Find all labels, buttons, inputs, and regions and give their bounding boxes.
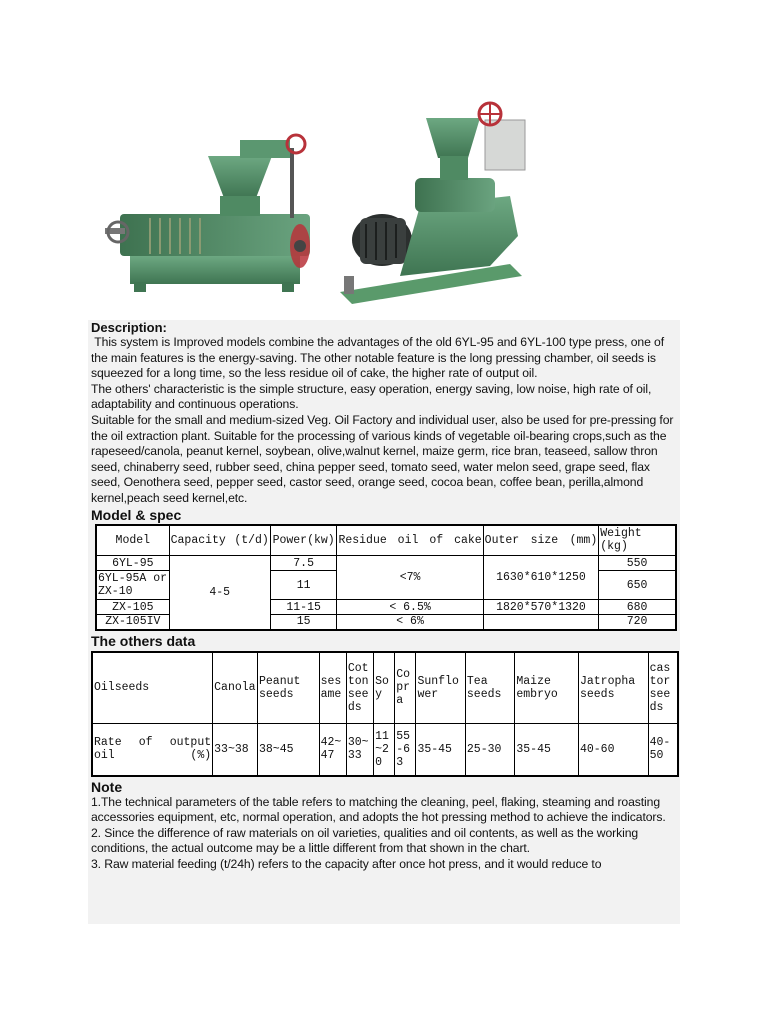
header-cell: Peanut seeds	[257, 652, 319, 724]
header-cell: Residue oil of cake	[337, 525, 483, 556]
description-heading: Description:	[91, 320, 167, 335]
table-cell: 40-60	[578, 724, 648, 776]
header-cell: castor seeds	[648, 652, 678, 724]
table-cell: <7%	[337, 556, 483, 600]
table-cell: 720	[599, 615, 676, 630]
table-cell: < 6%	[337, 615, 483, 630]
header-cell: Model	[96, 525, 169, 556]
others-data-table	[91, 651, 679, 777]
header-cell: Canola	[213, 652, 258, 724]
header-cell: Capacity (t/d)	[169, 525, 270, 556]
table-cell: ZX-105	[96, 600, 169, 615]
header-cell: Weight (kg)	[599, 525, 676, 556]
left-oil-press-machine	[105, 135, 310, 292]
table-cell: 40-50	[648, 724, 678, 776]
table-cell: 11	[270, 571, 337, 600]
header-cell: sesame	[319, 652, 346, 724]
header-cell: Soy	[374, 652, 395, 724]
note-heading: Note	[91, 778, 123, 795]
right-oil-press-machine	[340, 103, 525, 304]
description-paragraph-3: Suitable for the small and medium-sized Veg. Oil Factory and individual user, also be used for pre-pressing for the oil extraction plant. Suitable for the processing of various kinds of vegetable oil-bearing crops,such as the rapeseed/canola, peanut kernel, soybean, olive,walnut kernel, maize germ, rice bran, teaseed, sallow thron seed, chinaberry seed, rubber seed, china pepper seed, tomato seed, water melon seed, grape seed, flax seed, Oenothera seed, pepper seed, castor seed, orange seed, cocoa bean, coffee bean, perilla,almond kernel,peach seed kernel,etc.	[91, 412, 674, 505]
table-cell: 55-63	[395, 724, 416, 776]
table-cell: ZX-105IV	[96, 615, 169, 630]
header-cell: Sunflower	[416, 652, 465, 724]
table-cell: 1820*570*1320	[483, 600, 599, 615]
table-cell: 11-15	[270, 600, 337, 615]
table-cell: 650	[599, 571, 676, 600]
table-row	[92, 724, 678, 776]
note-item-3: 3. Raw material feeding (t/24h) refers to the capacity after once hot press, and it would reduce to	[91, 856, 602, 871]
model-spec-table	[95, 524, 677, 631]
table-cell: < 6.5%	[337, 600, 483, 615]
table-cell	[483, 615, 599, 630]
oil-press-machines-photo	[90, 96, 530, 308]
header-cell: Jatropha seeds	[578, 652, 648, 724]
header-cell: Power(kw)	[270, 525, 337, 556]
table-cell: 6YL-95A or ZX-10	[96, 571, 169, 600]
table-cell: 15	[270, 615, 337, 630]
table-cell: 30~33	[346, 724, 373, 776]
header-cell: Outer size (mm)	[483, 525, 599, 556]
table-cell: 33~38	[213, 724, 258, 776]
table-cell: 11~20	[374, 724, 395, 776]
header-cell: Cotton seeds	[346, 652, 373, 724]
note-item-2: 2. Since the difference of raw materials on oil varieties, qualities and oil contents, as well as the working conditions, the actual outcome may be a little different from that shown in the chart.	[91, 825, 639, 856]
table-cell: 35-45	[515, 724, 579, 776]
table-cell: 1630*610*1250	[483, 556, 599, 600]
description-paragraph-2: The others' characteristic is the simple structure, easy operation, energy saving, low noise, high rate of oil, adaptability and continuous operations.	[91, 381, 652, 412]
others-data-heading: The others data	[91, 632, 196, 649]
table-cell: 7.5	[270, 556, 337, 571]
table-header-row	[92, 652, 678, 724]
table-cell: 42~47	[319, 724, 346, 776]
table-header-row	[96, 525, 676, 556]
model-spec-heading: Model & spec	[91, 506, 182, 523]
table-cell: 4-5	[169, 556, 270, 630]
table-cell: 550	[599, 556, 676, 571]
table-cell: 6YL-95	[96, 556, 169, 571]
header-cell: Copra	[395, 652, 416, 724]
table-cell: 680	[599, 600, 676, 615]
page-content	[91, 321, 679, 873]
header-cell: Oilseeds	[92, 652, 213, 724]
table-row	[96, 556, 676, 571]
description-paragraph-1: This system is Improved models combine the advantages of the old 6YL-95 and 6YL-100 type press, one of the main features is the energy-saving. The other notable feature is the long pressing chamber, oil seeds is squeezed for a long time, so the less residue oil of cake, the higher rate of output oil.	[91, 335, 668, 381]
note-item-1: 1.The technical parameters of the table refers to matching the cleaning, peel, flaking, steaming and roasting accessories equipment, etc, normal operation, and adopts the hot pressing method to achieve the indicators.	[91, 794, 666, 825]
header-cell: Maize embryo	[515, 652, 579, 724]
table-cell: 25-30	[465, 724, 514, 776]
table-cell: 35-45	[416, 724, 465, 776]
table-cell: 38~45	[257, 724, 319, 776]
table-cell: Rate of output oil (%)	[92, 724, 213, 776]
header-cell: Tea seeds	[465, 652, 514, 724]
